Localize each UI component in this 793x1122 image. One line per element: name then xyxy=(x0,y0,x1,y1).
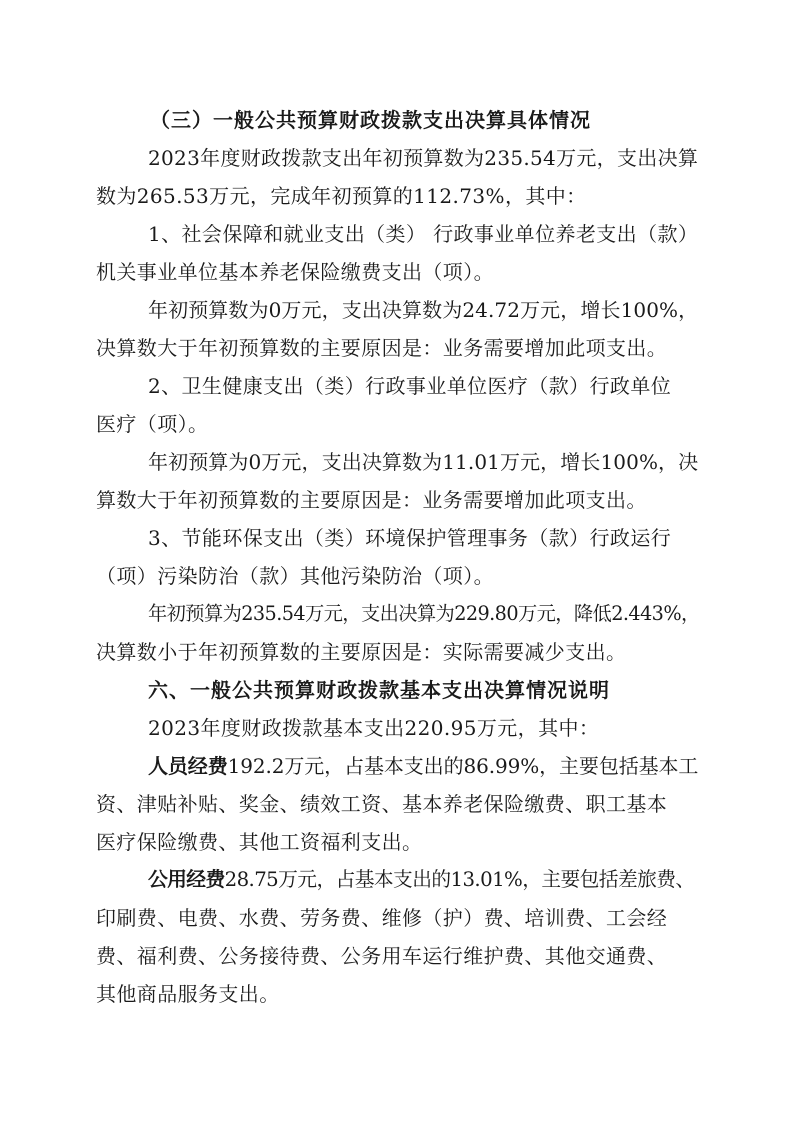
item-3-title-line-2: （项）污染防治（款）其他污染防治（项）。 xyxy=(96,564,494,588)
item-1-title-line-2: 机关事业单位基本养老保险缴费支出（项）。 xyxy=(96,260,494,284)
item-2-title-line-1: 2、卫生健康支出（类）行政事业单位医疗（款）行政单位 xyxy=(148,374,672,398)
section-3-intro-line-2: 数为265.53万元，完成年初预算的112.73%，其中： xyxy=(96,184,587,208)
section-6-intro: 2023年度财政拨款基本支出220.95万元，其中： xyxy=(148,716,600,740)
public-expense-line-2: 印刷费、电费、水费、劳务费、维修（护）费、培训费、工会经 xyxy=(96,906,668,930)
item-3-detail-line-1: 年初预算为235.54万元，支出决算为229.80万元，降低2.443%， xyxy=(148,602,700,625)
section-3-intro-line-1: 2023年度财政拨款支出年初预算数为235.54万元，支出决算 xyxy=(148,146,699,170)
item-2-detail-line-2: 算数大于年初预算数的主要原因是：业务需要增加此项支出。 xyxy=(96,488,647,512)
public-expense-line-1-text: 28.75万元，占基本支出的13.01%，主要包括差旅费、 xyxy=(224,868,695,891)
public-expense-label: 公用经费 xyxy=(148,868,225,891)
public-expense-line-3: 费、福利费、公务接待费、公务用车运行维护费、其他交通费、 xyxy=(96,944,668,968)
public-expense-line-1 xyxy=(148,868,695,892)
item-2-detail-line-1: 年初预算为0万元，支出决算数为11.01万元，增长100%，决 xyxy=(148,450,699,474)
item-1-title-line-1: 1、社会保障和就业支出（类） 行政事业单位养老支出（款） xyxy=(148,222,699,246)
public-expense-line-4: 其他商品服务支出。 xyxy=(96,982,280,1006)
section-6-heading: 六、一般公共预算财政拨款基本支出决算情况说明 xyxy=(148,678,610,702)
item-3-detail-line-2: 决算数小于年初预算数的主要原因是：实际需要减少支出。 xyxy=(96,640,627,664)
personnel-expense-line-3: 医疗保险缴费、其他工资福利支出。 xyxy=(96,830,423,854)
personnel-expense-line-1 xyxy=(148,754,698,778)
personnel-expense-line-1-text: 192.2万元，占基本支出的86.99%，主要包括基本工 xyxy=(227,754,699,778)
item-1-detail-line-2: 决算数大于年初预算数的主要原因是：业务需要增加此项支出。 xyxy=(96,336,668,360)
item-3-title-line-1: 3、节能环保支出（类）环境保护管理事务（款）行政运行 xyxy=(148,526,672,550)
item-1-detail-line-1: 年初预算数为0万元，支出决算数为24.72万元，增长100%， xyxy=(148,298,699,322)
personnel-expense-label: 人员经费 xyxy=(148,754,228,778)
section-3-heading: （三）一般公共预算财政拨款支出决算具体情况 xyxy=(150,108,591,132)
item-2-title-line-2: 医疗（项）。 xyxy=(96,412,209,436)
personnel-expense-line-2: 资、津贴补贴、奖金、绩效工资、基本养老保险缴费、职工基本 xyxy=(96,792,668,816)
